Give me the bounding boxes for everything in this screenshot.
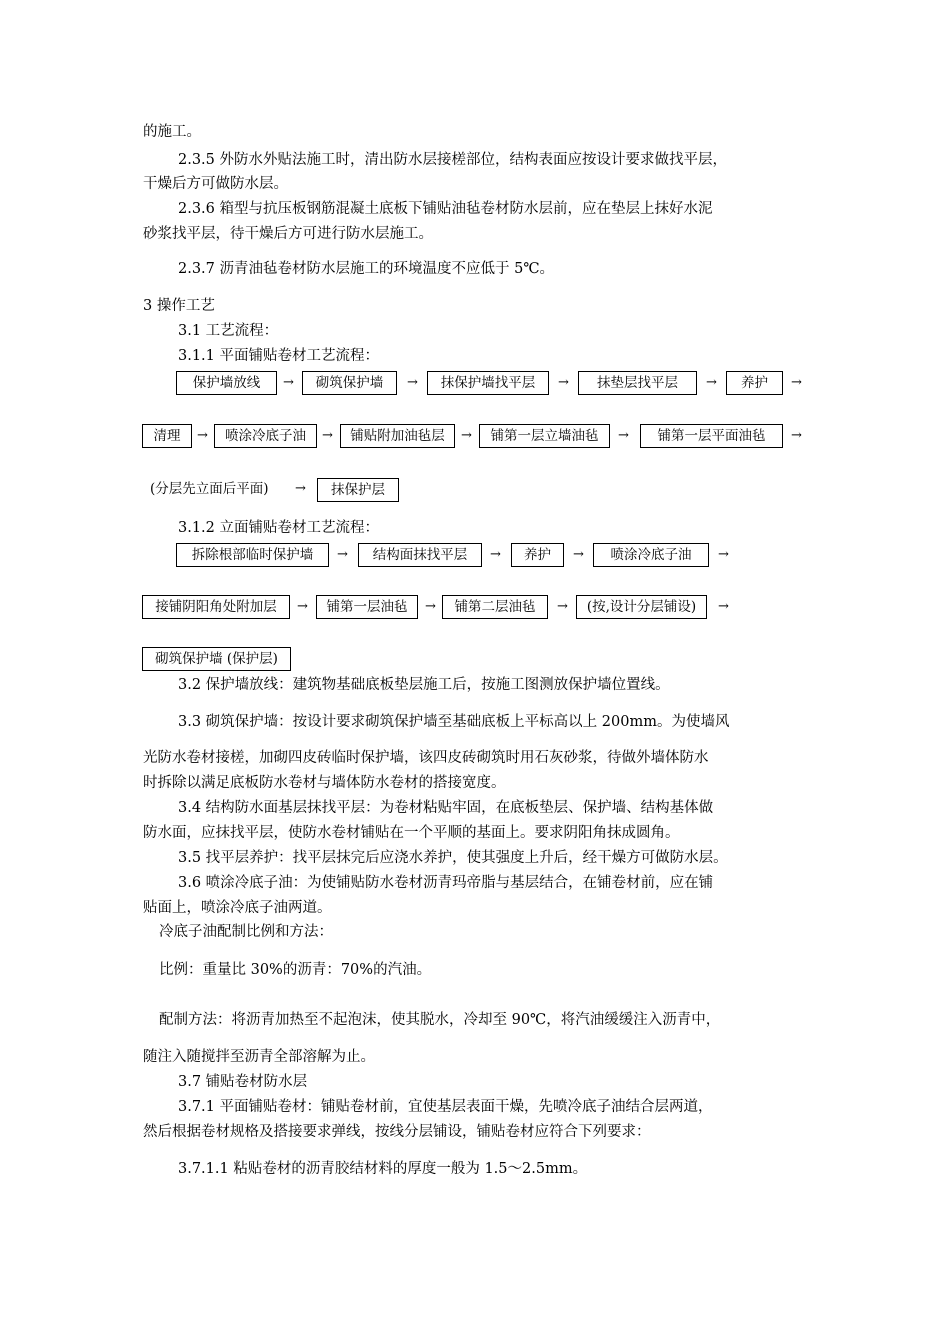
flow-arrow: → <box>490 547 501 562</box>
flow-box: 拆除根部临时保护墙 <box>176 543 329 567</box>
text-line: 时拆除以满足底板防水卷材与墙体防水卷材的搭接宽度。 <box>143 775 506 791</box>
flow-box: 保护墙放线 <box>176 371 277 395</box>
flow-box: 结构面抹找平层 <box>358 543 482 567</box>
flow-arrow: → <box>706 375 717 390</box>
text-line: 2.3.5 外防水外贴法施工时，清出防水层接槎部位，结构表面应按设计要求做找平层， <box>178 152 728 168</box>
text-line: 贴面上，喷涂冷底子油两道。 <box>143 900 332 916</box>
text-line: 3.1 工艺流程： <box>178 323 279 339</box>
flow-arrow: → <box>791 375 802 390</box>
flow-box: 抹保护层 <box>317 478 399 502</box>
flow-box: 铺第一层平面油毡 <box>640 424 783 448</box>
flow-box: 接铺阴阳角处附加层 <box>142 595 290 619</box>
text-line: 3.1.2 立面铺贴卷材工艺流程： <box>178 520 380 536</box>
text-line: 3.6 喷涂冷底子油：为使铺贴防水卷材沥青玛帝脂与基层结合，在铺卷材前，应在铺 <box>178 875 714 891</box>
flow-arrow: → <box>618 428 629 443</box>
flow-box: 铺第二层油毡 <box>442 595 548 619</box>
flow-arrow: → <box>461 428 472 443</box>
flow-arrow: → <box>283 375 294 390</box>
flow-arrow: → <box>425 599 436 614</box>
text-line: 砂浆找平层，待干燥后方可进行防水层施工。 <box>143 226 433 242</box>
flow-arrow: → <box>295 481 306 496</box>
flow-box: 抹垫层找平层 <box>578 371 697 395</box>
text-line: 3.7.1.1 粘贴卷材的沥青胶结材料的厚度一般为 1.5～2.5mm。 <box>178 1161 588 1177</box>
text-line: 3.7 铺贴卷材防水层 <box>178 1074 308 1090</box>
flow-arrow: → <box>573 547 584 562</box>
flow-arrow: → <box>337 547 348 562</box>
flow-box: (按,设计分层铺设) <box>576 595 707 619</box>
flow-box: 铺第一层油毡 <box>316 595 418 619</box>
flow-box: 砌筑保护墙 (保护层) <box>142 647 291 671</box>
flow-box: 清理 <box>142 424 192 448</box>
text-line: 随注入随搅拌至沥青全部溶解为止。 <box>143 1049 375 1065</box>
text-line: 2.3.7 沥青油毡卷材防水层施工的环境温度不应低于 5℃。 <box>178 261 555 277</box>
flow-arrow: → <box>322 428 333 443</box>
flow-arrow: → <box>197 428 208 443</box>
text-line: 3.5 找平层养护：找平层抹完后应浇水养护，使其强度上升后，经干燥方可做防水层。 <box>178 850 728 866</box>
flow-box: 砌筑保护墙 <box>302 371 397 395</box>
text-line: 3.3 砌筑保护墙：按设计要求砌筑保护墙至基础底板上平标高以上 200mm。为使墙风 <box>178 714 730 730</box>
text-line: 2.3.6 箱型与抗压板钢筋混凝土底板下铺贴油毡卷材防水层前，应在垫层上抹好水泥 <box>178 201 713 217</box>
flow-box: 抹保护墙找平层 <box>427 371 549 395</box>
flow-arrow: → <box>557 599 568 614</box>
text-line: 比例：重量比 30%的沥青：70%的汽油。 <box>159 962 432 978</box>
text-line: 配制方法：将沥青加热至不起泡沫，使其脱水，冷却至 90℃，将汽油缓缓注入沥青中， <box>159 1012 721 1028</box>
flow-arrow: → <box>558 375 569 390</box>
flow-note: (分层先立面后平面) <box>150 481 269 497</box>
flow-arrow: → <box>718 547 729 562</box>
flow-arrow: → <box>718 599 729 614</box>
text-line: 3.1.1 平面铺贴卷材工艺流程： <box>178 348 380 364</box>
flow-arrow: → <box>791 428 802 443</box>
text-line: 防水面，应抹找平层，使防水卷材铺贴在一个平顺的基面上。要求阴阳角抹成圆角。 <box>143 825 680 841</box>
flow-arrow: → <box>297 599 308 614</box>
text-line: 冷底子油配制比例和方法： <box>159 924 333 940</box>
text-line: 光防水卷材接槎，加砌四皮砖临时保护墙，该四皮砖砌筑时用石灰砂浆，待做外墙体防水 <box>143 750 709 766</box>
flow-box: 铺贴附加油毡层 <box>340 424 455 448</box>
flow-box: 喷涂冷底子油 <box>214 424 317 448</box>
text-line: 3.7.1 平面铺贴卷材：铺贴卷材前，宜使基层表面干燥，先喷冷底子油结合层两道， <box>178 1099 713 1115</box>
text-line: 3.2 保护墙放线：建筑物基础底板垫层施工后，按施工图测放保护墙位置线。 <box>178 677 670 693</box>
section-heading: 3 操作工艺 <box>143 298 215 314</box>
flow-box: 喷涂冷底子油 <box>593 543 709 567</box>
text-line: 然后根据卷材规格及搭接要求弹线，按线分层铺设，铺贴卷材应符合下列要求： <box>143 1124 651 1140</box>
flow-arrow: → <box>407 375 418 390</box>
flow-box: 养护 <box>726 371 783 395</box>
text-line: 干燥后方可做防水层。 <box>143 176 288 192</box>
flow-box: 铺第一层立墙油毡 <box>479 424 610 448</box>
text-line: 3.4 结构防水面基层抹找平层：为卷材粘贴牢固，在底板垫层、保护墙、结构基体做 <box>178 800 714 816</box>
flow-box: 养护 <box>511 543 564 567</box>
text-line: 的施工。 <box>143 124 201 140</box>
